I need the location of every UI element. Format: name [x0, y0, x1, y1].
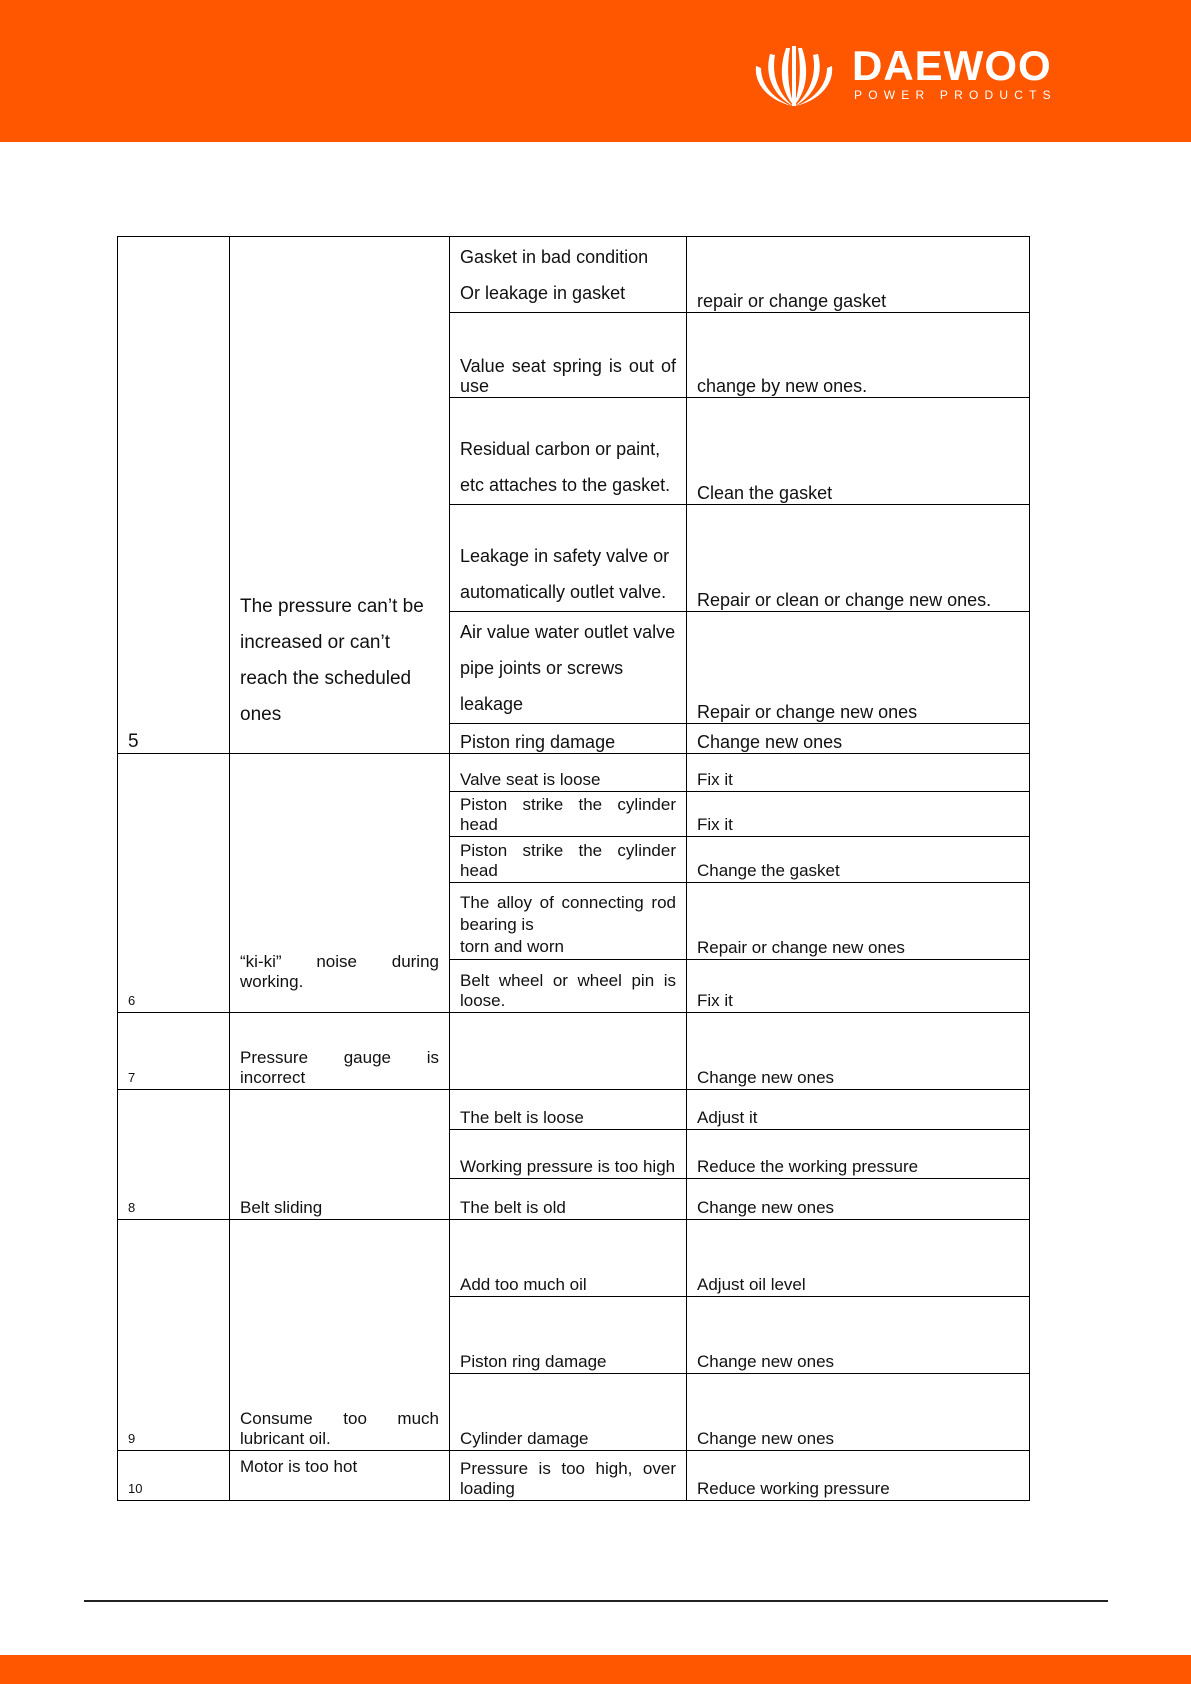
problem-cause: Pressure is too high, over loading: [450, 1451, 687, 1501]
problem-symptom: Pressure gauge is incorrect: [230, 1013, 450, 1090]
problem-cause: Residual carbon or paint, etc attaches to the gasket.: [450, 398, 687, 505]
problem-remedy: repair or change gasket: [687, 237, 1030, 313]
problem-number: 10: [118, 1451, 230, 1501]
problem-symptom: Motor is too hot: [230, 1451, 450, 1501]
footer-band: [0, 1655, 1191, 1684]
daewoo-fan-logo-icon: [752, 42, 836, 108]
problem-cause: Gasket in bad condition Or leakage in gasket: [450, 237, 687, 313]
problem-remedy: change by new ones.: [687, 313, 1030, 398]
brand-name: DAEWOO: [852, 42, 1052, 89]
table-row: [118, 1013, 1030, 1090]
problem-cause: Working pressure is too high: [450, 1130, 687, 1179]
problem-remedy: Change the gasket: [687, 837, 1030, 883]
problem-remedy: Repair or clean or change new ones.: [687, 505, 1030, 612]
problem-number: 6: [118, 754, 230, 1013]
daewoo-logo: [752, 42, 1072, 108]
table-row: [118, 237, 1030, 313]
problem-cause: Leakage in safety valve or automatically outlet valve.: [450, 505, 687, 612]
problem-cause: Piston strike the cylinder head: [450, 837, 687, 883]
problem-remedy: Change new ones: [687, 1013, 1030, 1090]
problem-remedy: Adjust oil level: [687, 1220, 1030, 1297]
problem-cause: Value seat spring is out of use: [450, 313, 687, 398]
problem-number: 7: [118, 1013, 230, 1090]
table-row: [118, 1220, 1030, 1297]
problem-remedy: Change new ones: [687, 1374, 1030, 1451]
problem-remedy: Fix it: [687, 754, 1030, 792]
problem-cause: Piston ring damage: [450, 724, 687, 754]
table-row: [118, 1451, 1030, 1501]
problem-cause: Belt wheel or wheel pin is loose.: [450, 960, 687, 1013]
problem-remedy: Repair or change new ones: [687, 883, 1030, 960]
problem-remedy: Reduce working pressure: [687, 1451, 1030, 1501]
problem-symptom: Consume too much lubricant oil.: [230, 1220, 450, 1451]
problem-symptom: Belt sliding: [230, 1090, 450, 1220]
problem-cause: Valve seat is loose: [450, 754, 687, 792]
problem-symptom: The pressure can’t be increased or can’t reach the scheduled ones: [230, 237, 450, 754]
problem-cause: Cylinder damage: [450, 1374, 687, 1451]
problem-remedy: Change new ones: [687, 1179, 1030, 1220]
problem-remedy: Change new ones: [687, 724, 1030, 754]
troubleshooting-table: [117, 236, 1030, 1501]
problem-remedy: Clean the gasket: [687, 398, 1030, 505]
table-row: [118, 754, 1030, 792]
problem-cause: [450, 1013, 687, 1090]
problem-cause: The alloy of connecting rod bearing is torn and worn: [450, 883, 687, 960]
problem-cause: Add too much oil: [450, 1220, 687, 1297]
problem-remedy: Fix it: [687, 960, 1030, 1013]
problem-cause: The belt is old: [450, 1179, 687, 1220]
header-band: [0, 0, 1191, 142]
problem-number: 8: [118, 1090, 230, 1220]
problem-symptom: “ki-ki” noise during working.: [230, 754, 450, 1013]
problem-cause: Piston ring damage: [450, 1297, 687, 1374]
brand-subtitle: POWER PRODUCTS: [854, 88, 1057, 102]
table-row: [118, 1090, 1030, 1130]
problem-number: 9: [118, 1220, 230, 1451]
problem-remedy: Reduce the working pressure: [687, 1130, 1030, 1179]
problem-remedy: Adjust it: [687, 1090, 1030, 1130]
footer-divider: [84, 1600, 1108, 1602]
problem-remedy: Fix it: [687, 792, 1030, 837]
problem-cause: The belt is loose: [450, 1090, 687, 1130]
problem-remedy: Repair or change new ones: [687, 612, 1030, 724]
problem-number: 5: [118, 237, 230, 754]
problem-remedy: Change new ones: [687, 1297, 1030, 1374]
problem-cause: Air value water outlet valve pipe joints or screws leakage: [450, 612, 687, 724]
problem-cause: Piston strike the cylinder head: [450, 792, 687, 837]
